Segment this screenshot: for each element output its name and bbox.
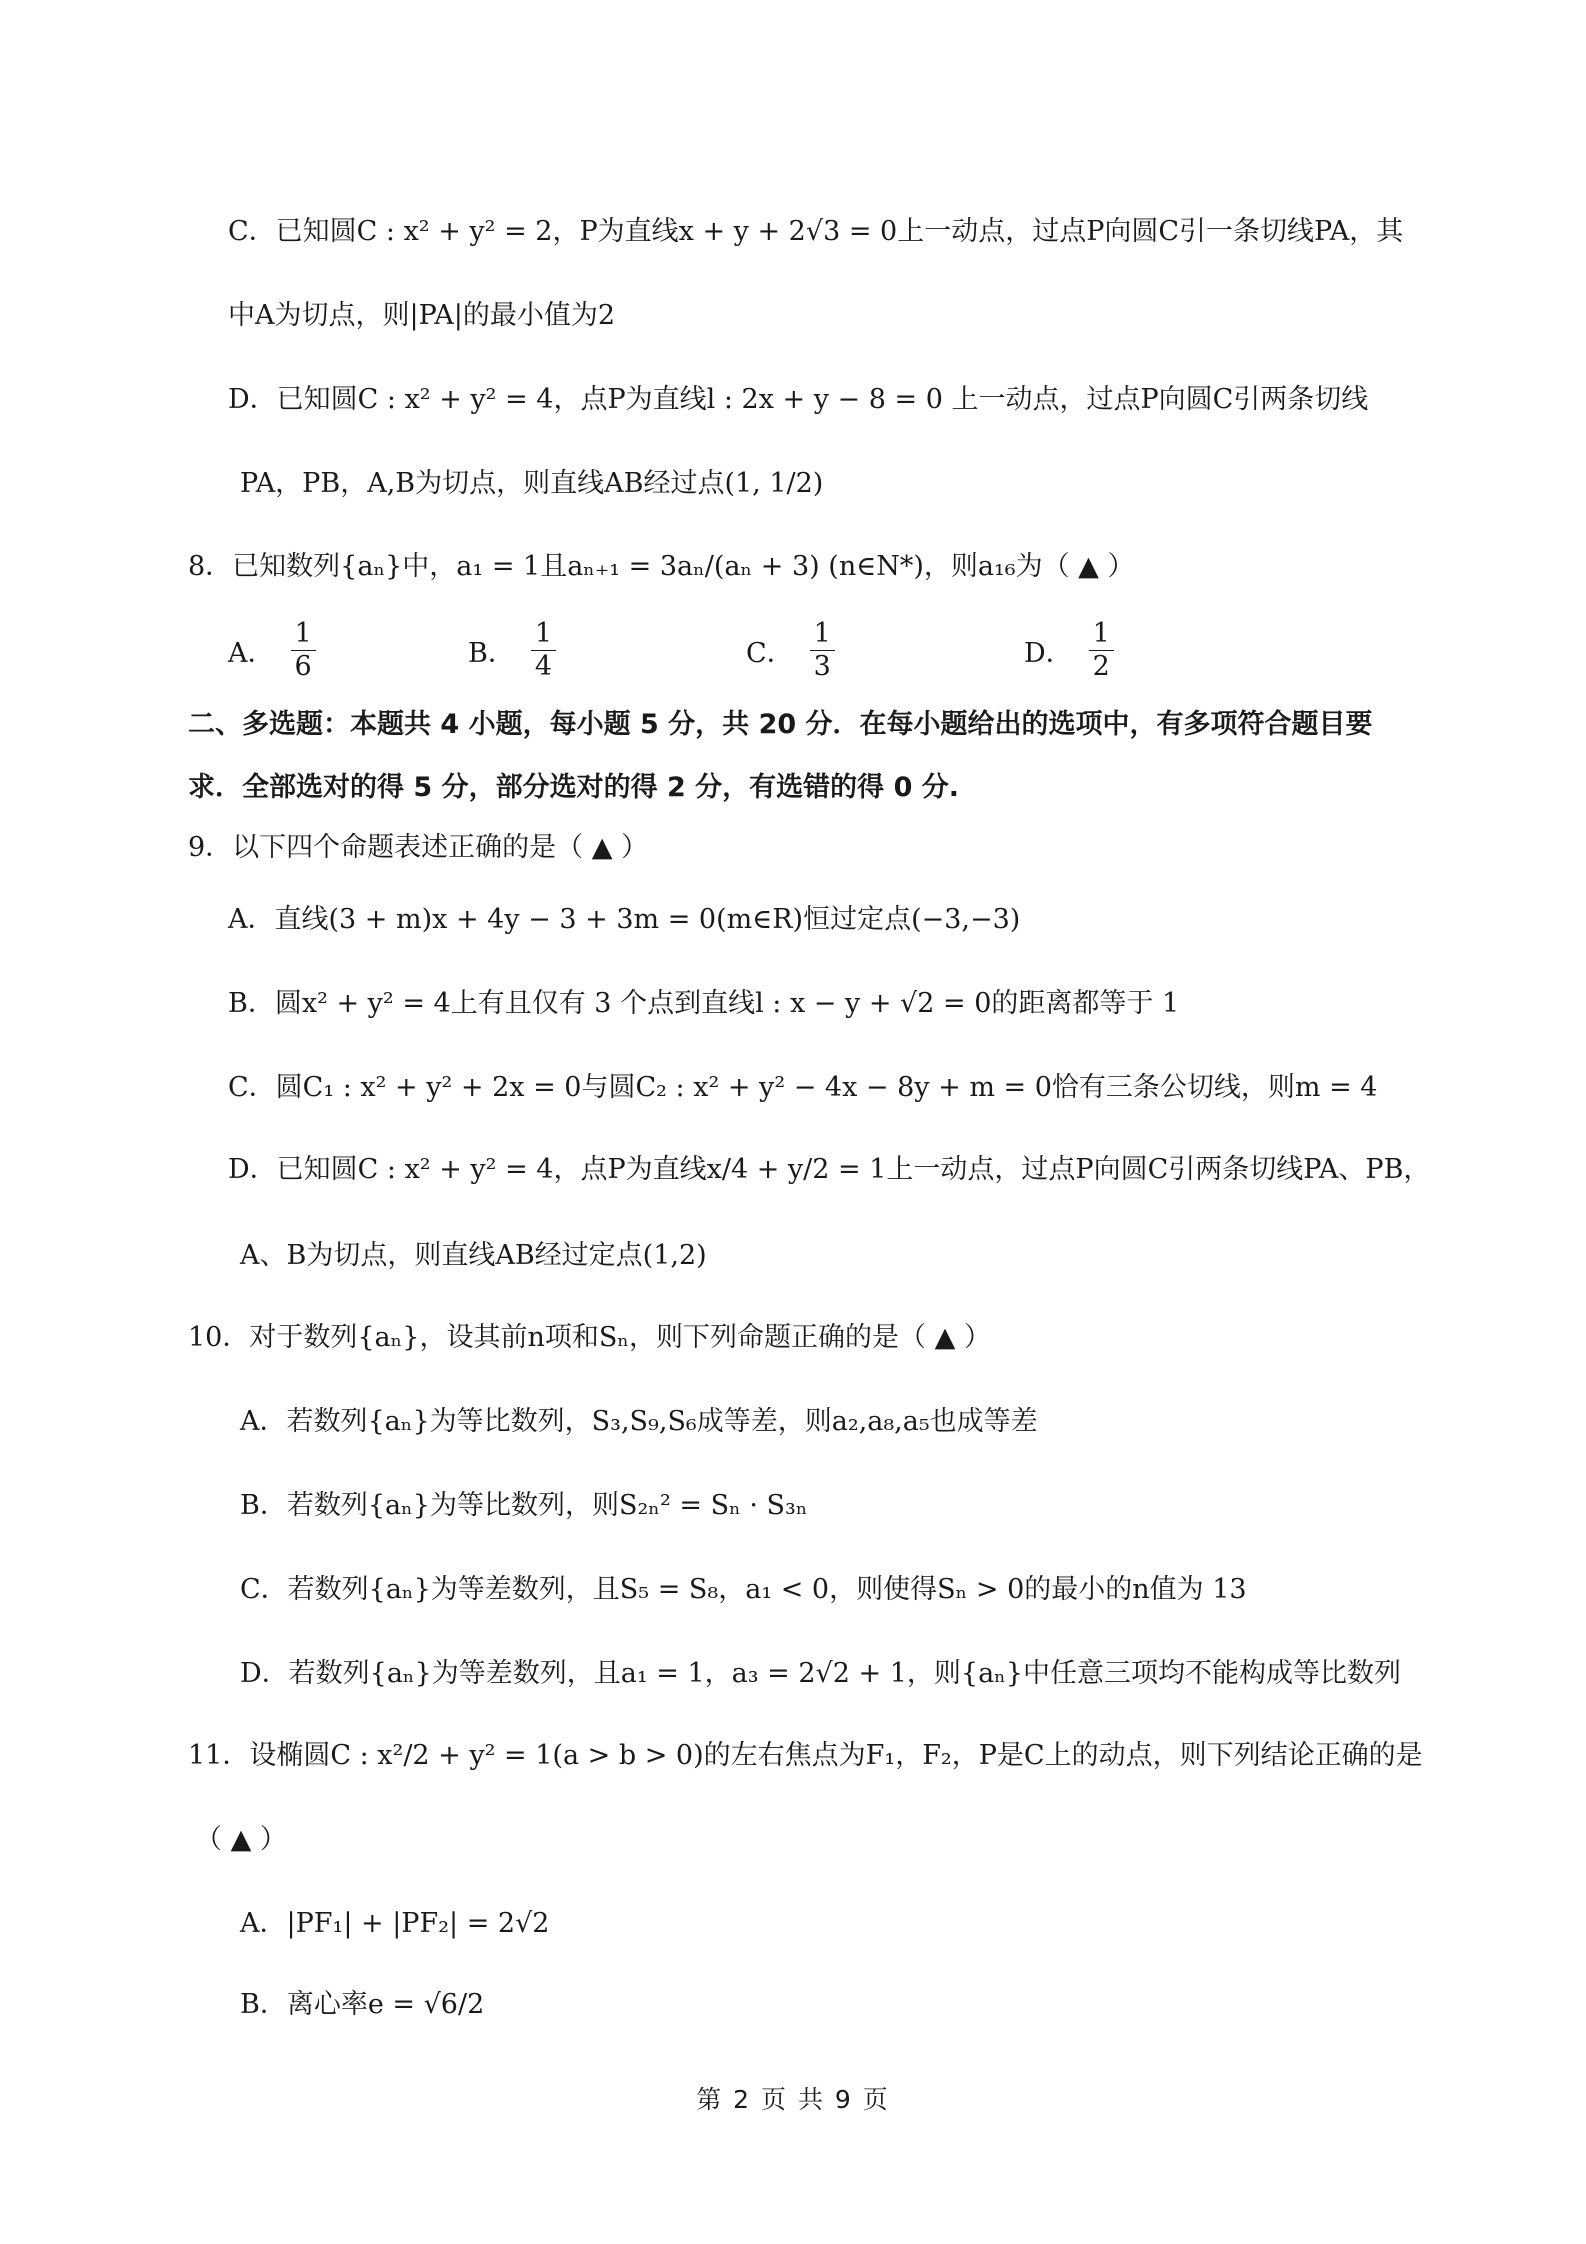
fraction [291,618,316,683]
q9-option-a: A．直线(3 + m)x + 4y − 3 + 3m = 0(m∈R)恒过定点(−3,−3) [228,904,1021,935]
q8-options [228,618,1428,688]
q7-option-d-line2: PA，PB，A,B为切点，则直线AB经过点(1, 1/2) [240,468,824,499]
numerator: 1 [291,618,316,651]
option-label: B． [468,638,515,669]
question-8: 8．已知数列{aₙ}中，a₁ = 1且aₙ₊₁ = 3aₙ/(aₙ + 3) (n∈N*)，则a₁₆为（ ▲ ） [188,551,1135,582]
q8-option-c [746,618,835,683]
q9-option-d-line1: D．已知圆C : x² + y² = 4，点P为直线x/4 + y/2 = 1上一动点，过点P向圆C引两条切线PA、PB， [228,1154,1431,1185]
question-10: 10．对于数列{aₙ}，设其前n项和Sₙ，则下列命题正确的是（ ▲ ） [188,1322,991,1353]
q8-option-a [228,618,316,683]
question-9: 9．以下四个命题表述正确的是（ ▲ ） [188,832,649,863]
denominator: 3 [813,651,831,682]
fraction [1089,618,1114,683]
q10-option-c: C．若数列{aₙ}为等差数列，且S₅ = S₈，a₁ < 0，则使得Sₙ > 0的最小的n值为 13 [240,1574,1247,1605]
q10-option-d: D．若数列{aₙ}为等差数列，且a₁ = 1，a₃ = 2√2 + 1，则{aₙ}中任意三项均不能构成等比数列 [240,1658,1402,1689]
q7-option-c-line2: 中A为切点，则|PA|的最小值为2 [228,300,616,331]
q11-option-b: B．离心率e = √6/2 [240,1989,485,2020]
denominator: 4 [534,651,553,682]
fraction [810,618,835,683]
option-label: D． [1024,638,1073,669]
option-label: A． [228,638,275,669]
q9-option-d-line2: A、B为切点，则直线AB经过定点(1,2) [240,1240,707,1271]
q7-option-d-line1: D．已知圆C : x² + y² = 4，点P为直线l : 2x + y − 8 = 0 上一动点，过点P向圆C引两条切线 [228,384,1369,415]
fraction [531,618,556,683]
q8-option-d [1024,618,1114,683]
numerator: 1 [531,618,556,651]
numerator: 1 [810,618,835,651]
numerator: 1 [1089,618,1114,651]
q9-option-c: C．圆C₁ : x² + y² + 2x = 0与圆C₂ : x² + y² − 4x − 8y + m = 0恰有三条公切线，则m = 4 [228,1072,1378,1103]
q10-option-a: A．若数列{aₙ}为等比数列，S₃,S₉,S₆成等差，则a₂,a₈,a₅也成等差 [240,1406,1038,1437]
question-11-line2: （ ▲ ） [195,1824,287,1855]
option-label: C． [746,638,794,669]
question-11-line1: 11．设椭圆C : x²/2 + y² = 1(a > b > 0)的左右焦点为F₁，F₂，P是C上的动点，则下列结论正确的是 [188,1740,1423,1771]
page-footer: 第 2 页 共 9 页 [696,2085,890,2114]
section-2-header-line1: 二、多选题：本题共 4 小题，每小题 5 分，共 20 分．在每小题给出的选项中，有多项符合题目要 [188,709,1373,740]
q9-option-b: B．圆x² + y² = 4上有且仅有 3 个点到直线l : x − y + √2 = 0的距离都等于 1 [228,988,1180,1019]
denominator: 2 [1092,651,1110,682]
q10-option-b: B．若数列{aₙ}为等比数列，则S₂ₙ² = Sₙ · S₃ₙ [240,1490,808,1521]
q8-option-b [468,618,556,683]
section-2-header-line2: 求．全部选对的得 5 分，部分选对的得 2 分，有选错的得 0 分. [188,772,960,803]
q11-option-a: A．|PF₁| + |PF₂| = 2√2 [240,1908,550,1939]
q7-option-c-line1: C．已知圆C : x² + y² = 2，P为直线x + y + 2√3 = 0上一动点，过点P向圆C引一条切线PA，其 [228,216,1404,247]
denominator: 6 [294,651,312,682]
